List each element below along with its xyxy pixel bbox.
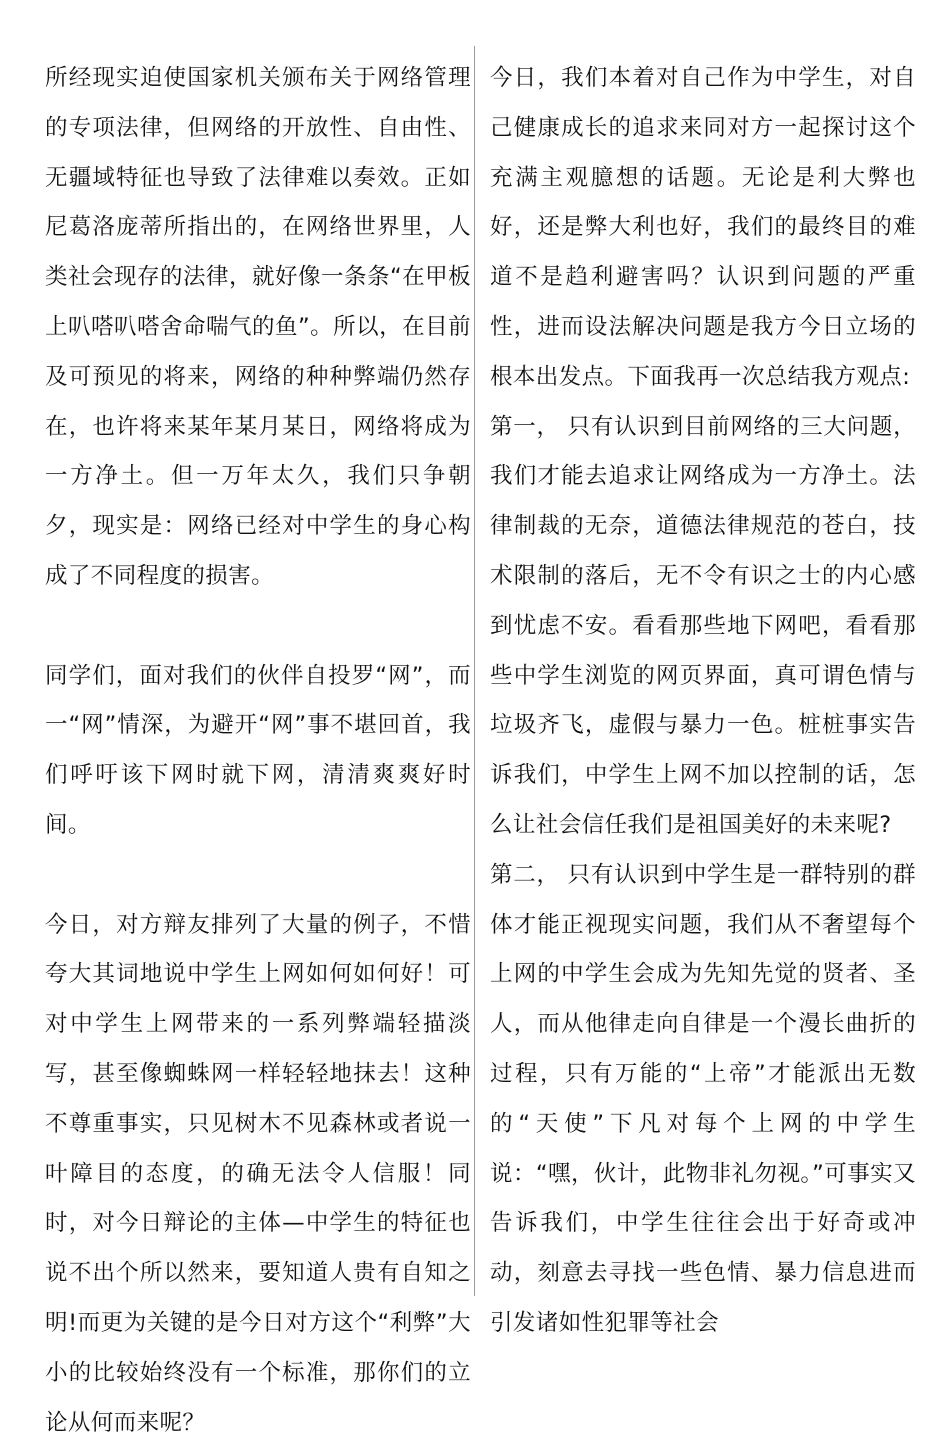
paragraph-spacer — [45, 602, 471, 652]
left-column — [45, 54, 471, 1448]
left-paragraph-1: 所经现实迫使国家机关颁布关于网络管理的专项法律，但网络的开放性、自由性、无疆域特征也导致了法律难以奏效。正如尼葛洛庞蒂所指出的，在网络世界里，人类社会现存的法律，就好像一条条“在甲板上叭嗒叭嗒舍命喘气的鱼”。所以，在目前及可预见的将来，网络的种种弊端仍然存在，也许将来某年某月某日，网络将成为一方净土。但一万年太久，我们只争朝夕，现实是：网络已经对中学生的身心构成了不同程度的损害。 — [45, 65, 471, 589]
right-paragraph-3: 第二， 只有认识到中学生是一群特别的群体才能正视现实问题，我们从不奢望每个上网的中学生会成为先知先觉的贤者、圣人，而从他律走向自律是一个漫长曲折的过程，只有万能的“上帝”才能派出无数的“天使”下凡对每个上网的中学生说：“嘿，伙计，此物非礼勿视。”可事实又告诉我们，中学生往往会出于好奇或冲动，刻意去寻找一些色情、暴力信息进而引发诸如性犯罪等社会 — [490, 861, 916, 1336]
left-paragraph-2: 同学们，面对我们的伙伴自投罗“网”，而一“网”情深，为避开“网”事不堪回首，我们呼吁该下网时就下网，清清爽爽好时间。 — [45, 662, 471, 838]
right-paragraph-2: 第一， 只有认识到目前网络的三大问题，我们才能去追求让网络成为一方净土。法律制裁的无奈，道德法律规范的苍白，技术限制的落后，无不令有识之士的内心感到忧虑不安。看看那些地下网吧，看看那些中学生浏览的网页界面，真可谓色情与垃圾齐飞，虚假与暴力一色。桩桩事实告诉我们，中学生上网不加以控制的话，怎么让社会信任我们是祖国美好的未来呢? — [490, 413, 916, 838]
paragraph-spacer — [45, 851, 471, 901]
left-paragraph-3: 今日，对方辩友排列了大量的例子，不惜夸大其词地说中学生上网如何如何好！可对中学生上网带来的一系列弊端轻描淡写，甚至像蜘蛛网一样轻轻地抹去！这种不尊重事实，只见树木不见森林或者说一叶障目的态度，的确无法令人信服！同时，对今日辩论的主体—中学生的特征也说不出个所以然来，要知道人贵有自知之明!而更为关键的是今日对方这个“利弊”大小的比较始终没有一个标准，那你们的立论从何而来呢？ — [45, 911, 471, 1436]
right-paragraph-1: 今日，我们本着对自己作为中学生，对自己健康成长的追求来同对方一起探讨这个充满主观臆想的话题。无论是利大弊也好，还是弊大利也好，我们的最终目的难道不是趋利避害吗？认识到问题的严重性，进而设法解决问题是我方今日立场的根本出发点。下面我再一次总结我方观点: — [490, 65, 916, 390]
right-column — [490, 54, 916, 1349]
column-divider — [474, 46, 475, 1296]
